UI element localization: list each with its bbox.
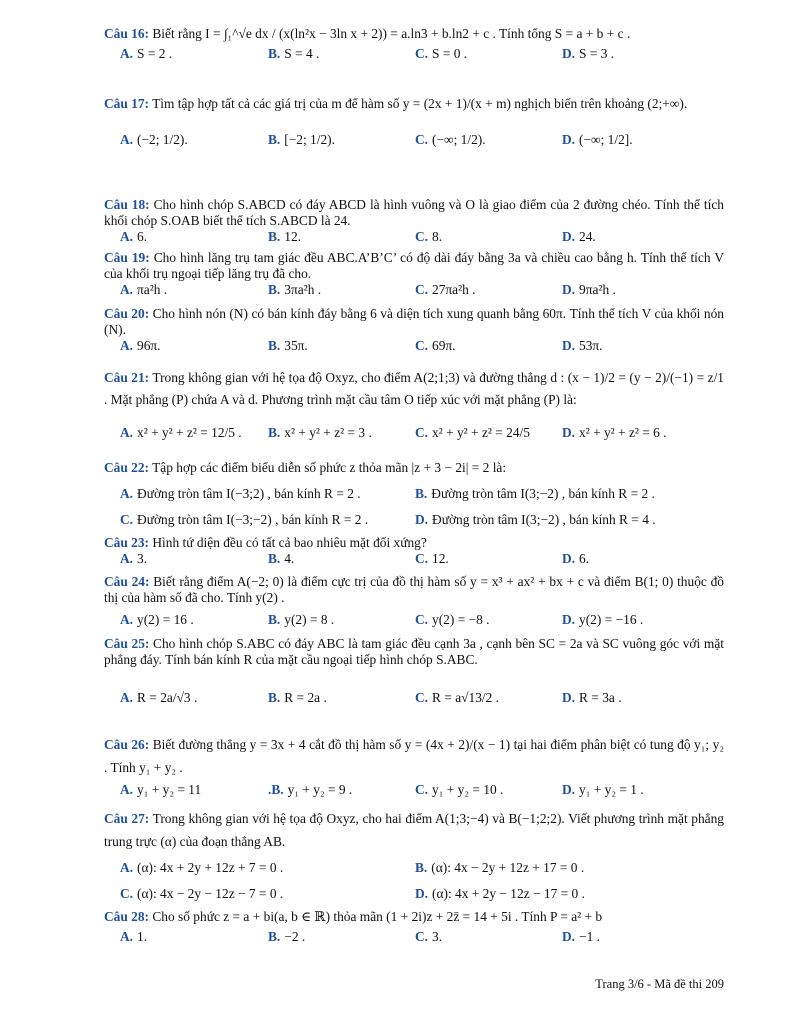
- question-stem: Tìm tập hợp tất cả các giá trị của m để hàm số y = (2x + 1)/(x + m) nghịch biến trên khoảng (2;+∞).: [152, 96, 688, 111]
- option-a[interactable]: A. y(2) = 16 .: [120, 612, 194, 628]
- option-c[interactable]: C. (−∞; 1/2).: [415, 132, 486, 148]
- option-b[interactable]: B. R = 2a .: [268, 690, 327, 706]
- question-number: Câu 19:: [104, 250, 150, 265]
- options: [104, 425, 724, 443]
- option-d[interactable]: D. 24.: [562, 229, 596, 245]
- option-b[interactable]: B. x² + y² + z² = 3 .: [268, 425, 372, 441]
- option-c[interactable]: C. 69π.: [415, 338, 456, 354]
- option-a[interactable]: A. Đường tròn tâm I(−3;2) , bán kính R = 2 .: [120, 486, 361, 502]
- option-d[interactable]: D. 9πa²h .: [562, 282, 616, 298]
- options: [104, 612, 724, 630]
- options: [104, 860, 724, 878]
- option-c[interactable]: C. R = a√13/2 .: [415, 690, 500, 706]
- option-b[interactable]: B. 4.: [268, 551, 295, 567]
- question-number: Câu 18:: [104, 197, 150, 212]
- question-24: [104, 574, 724, 630]
- option-b[interactable]: B. 35π.: [268, 338, 308, 354]
- question-22: [104, 460, 724, 530]
- option-c[interactable]: C. 27πa²h .: [415, 282, 476, 298]
- option-c[interactable]: C. y(2) = −8 .: [415, 612, 490, 628]
- option-b[interactable]: B. Đường tròn tâm I(3;−2) , bán kính R = 2 .: [415, 486, 655, 502]
- options: [104, 338, 724, 356]
- option-a[interactable]: A. (α): 4x + 2y + 12z + 7 = 0 .: [120, 859, 284, 875]
- option-b[interactable]: B. 12.: [268, 229, 302, 245]
- option-b[interactable]: B. 3πa²h .: [268, 282, 322, 298]
- option-d[interactable]: D. y₁ + y₂ = 1 .: [562, 781, 644, 797]
- question-number: Câu 24:: [104, 574, 150, 589]
- option-d[interactable]: D. R = 3a .: [562, 690, 622, 706]
- question-number: Câu 23:: [104, 535, 150, 550]
- option-d[interactable]: D. Đường tròn tâm I(3;−2) , bán kính R = 4 .: [415, 512, 656, 528]
- page-footer: Trang 3/6 - Mã đề thi 209: [595, 977, 724, 991]
- option-b[interactable]: .B. y₁ + y₂ = 9 .: [268, 781, 353, 797]
- options: [104, 512, 724, 530]
- question-number: Câu 22:: [104, 460, 150, 475]
- option-c[interactable]: C. x² + y² + z² = 24/5: [415, 425, 530, 441]
- question-19: [104, 250, 724, 300]
- question-28: [104, 909, 724, 947]
- option-b[interactable]: B. y(2) = 8 .: [268, 612, 335, 628]
- question-18: [104, 197, 724, 247]
- question-stem: Cho hình chóp S.ABCD có đáy ABCD là hình vuông và O là giao điểm của 2 đường chéo. Tính thể tích khối chóp S.OAB biết thể tích S.ABCD là 24.: [104, 197, 724, 229]
- option-c[interactable]: C. 3.: [415, 929, 443, 945]
- question-stem: Cho hình chóp S.ABC có đáy ABC là tam giác đều cạnh 3a , cạnh bên SC = 2a và SC vuông góc với mặt phẳng đáy. Tính bán kính R của mặt cầu ngoại tiếp hình chóp S.ABC.: [104, 636, 724, 668]
- question-23: [104, 535, 724, 569]
- question-number: Câu 26:: [104, 737, 150, 752]
- question-stem: Hình tứ diện đều có tất cả bao nhiêu mặt đối xứng?: [152, 535, 427, 550]
- question-number: Câu 17:: [104, 96, 150, 111]
- options: [104, 929, 724, 947]
- option-a[interactable]: A. 6.: [120, 229, 148, 245]
- question-25: [104, 636, 724, 708]
- option-a[interactable]: A. S = 2 .: [120, 46, 173, 62]
- option-a[interactable]: A. 3.: [120, 551, 148, 567]
- option-d[interactable]: D. S = 3 .: [562, 46, 615, 62]
- option-d[interactable]: D. 53π.: [562, 338, 603, 354]
- question-stem: Trong không gian với hệ tọa độ Oxyz, cho điểm A(2;1;3) và đường thẳng d : (x − 1)/2 = (y − 2)/(−1) = z/1 . Mặt phẳng (P) chứa A và d. Phương trình mặt cầu tâm O tiếp xúc với mặt phẳng (P) là:: [104, 370, 724, 408]
- question-27: [104, 808, 724, 904]
- option-a[interactable]: A. R = 2a/√3 .: [120, 690, 198, 706]
- option-a[interactable]: A. (−2; 1/2).: [120, 132, 188, 148]
- question-stem: Trong không gian với hệ tọa độ Oxyz, cho hai điểm A(1;3;−4) và B(−1;2;2). Viết phương trình mặt phẳng trung trực (α) của đoạn thẳng AB.: [104, 811, 724, 849]
- question-number: Câu 21:: [104, 370, 150, 385]
- option-d[interactable]: D. (−∞; 1/2].: [562, 132, 633, 148]
- question-stem: Biết rằng I = ∫₁^√e dx / (x(ln²x − 3ln x + 2)) = a.ln3 + b.ln2 + c . Tính tổng S = a + b + c .: [152, 26, 631, 41]
- options: [104, 886, 724, 904]
- question-number: Câu 25:: [104, 636, 150, 651]
- options: [104, 282, 724, 300]
- option-c[interactable]: C. 8.: [415, 229, 443, 245]
- option-d[interactable]: D. −1 .: [562, 929, 600, 945]
- options: [104, 132, 724, 150]
- options: [104, 551, 724, 569]
- option-c[interactable]: C. y₁ + y₂ = 10 .: [415, 781, 504, 797]
- option-d[interactable]: D. 6.: [562, 551, 590, 567]
- question-stem: Tập hợp các điểm biểu diễn số phức z thỏa mãn |z + 3 − 2i| = 2 là:: [152, 460, 507, 475]
- question-number: Câu 27:: [104, 811, 150, 826]
- option-b[interactable]: B. [−2; 1/2).: [268, 132, 335, 148]
- option-c[interactable]: C. S = 0 .: [415, 46, 468, 62]
- options: [104, 690, 724, 708]
- option-d[interactable]: D. y(2) = −16 .: [562, 612, 644, 628]
- question-17: [104, 96, 724, 150]
- question-number: Câu 16:: [104, 26, 150, 41]
- option-a[interactable]: A. 1.: [120, 929, 148, 945]
- question-stem: Biết rằng điểm A(−2; 0) là điểm cực trị của đồ thị hàm số y = x³ + ax² + bx + c và điểm B(1; 0) thuộc đồ thị của hàm số đã cho. Tính y(2) .: [104, 574, 725, 606]
- option-c[interactable]: C. (α): 4x − 2y − 12z − 7 = 0 .: [120, 885, 284, 901]
- question-number: Câu 28:: [104, 909, 150, 924]
- option-c[interactable]: C. 12.: [415, 551, 449, 567]
- question-16: [104, 26, 724, 64]
- question-21: [104, 367, 724, 443]
- option-c[interactable]: C. Đường tròn tâm I(−3;−2) , bán kính R = 2 .: [120, 512, 369, 528]
- option-d[interactable]: D. x² + y² + z² = 6 .: [562, 425, 667, 441]
- options: [104, 46, 724, 64]
- option-b[interactable]: B. −2 .: [268, 929, 306, 945]
- option-a[interactable]: A. y₁ + y₂ = 11: [120, 781, 202, 797]
- options: [104, 486, 724, 504]
- option-a[interactable]: A. x² + y² + z² = 12/5 .: [120, 425, 242, 441]
- options: [104, 229, 724, 247]
- options: [104, 782, 724, 800]
- question-stem: Biết đường thẳng y = 3x + 4 cắt đồ thị hàm số y = (4x + 2)/(x − 1) tại hai điểm phân biệt có tung độ y₁; y₂ . Tính y₁ + y₂ .: [104, 737, 724, 776]
- question-20: [104, 306, 724, 356]
- option-a[interactable]: A. πa²h .: [120, 282, 168, 298]
- option-a[interactable]: A. 96π.: [120, 338, 161, 354]
- option-b[interactable]: B. S = 4 .: [268, 46, 320, 62]
- question-26: [104, 733, 724, 800]
- question-stem: Cho hình lăng trụ tam giác đều ABC.A’B’C’ có độ dài đáy bằng 3a và chiều cao bằng h. Tính thể tích V của khối trụ ngoại tiếp lăng trụ đã cho.: [104, 250, 724, 282]
- question-stem: Cho số phức z = a + bi(a, b ∈ ℝ) thỏa mãn (1 + 2i)z + 2z̄ = 14 + 5i . Tính P = a² + b: [152, 909, 603, 924]
- option-b[interactable]: B. (α): 4x − 2y + 12z + 17 = 0 .: [415, 859, 585, 875]
- question-number: Câu 20:: [104, 306, 150, 321]
- question-stem: Cho hình nón (N) có bán kính đáy bằng 6 và diện tích xung quanh bằng 60π. Tính thể tích V của khối nón (N).: [104, 306, 724, 338]
- option-d[interactable]: D. (α): 4x + 2y − 12z − 17 = 0 .: [415, 885, 585, 901]
